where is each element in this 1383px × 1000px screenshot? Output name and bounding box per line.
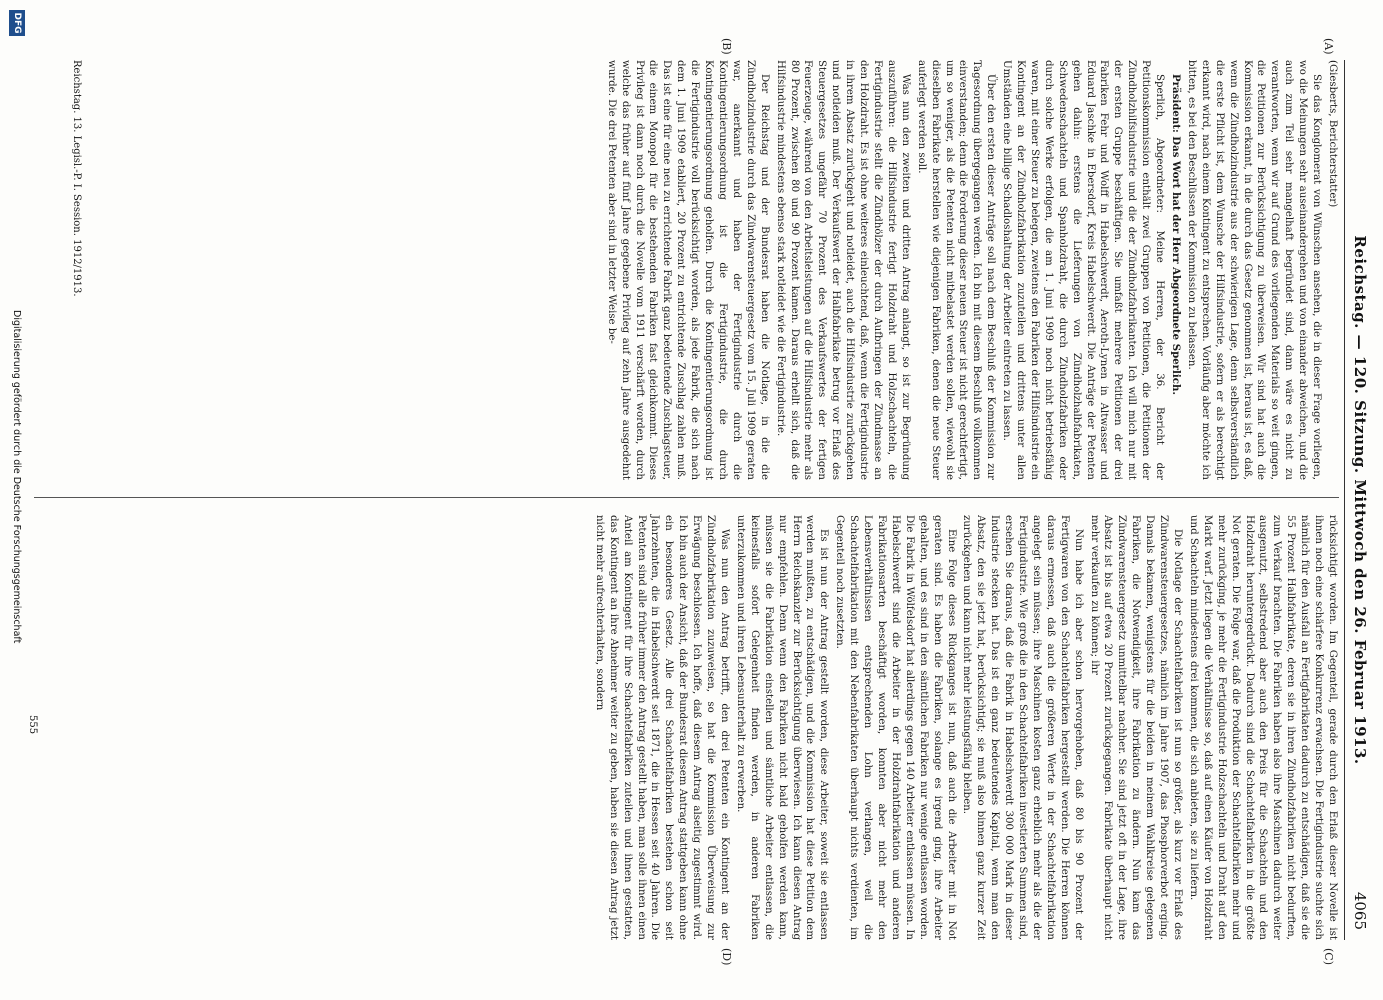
paragraph: Nun habe ich aber schon hervorgehoben, daß 80 bis 90 Prozent der Fertigwaren von den Schachtelfabriken hergestellt werden. Die Herren können daraus ermessen, daß auch die größeren Werte in der Schachtelfabrikation angelegt sein müssen; ihre Maschinen kosten ganz erheblich mehr als die der Fertigindustrie. Wie groß die in den Schachtelfabriken investierten Summen sind, ersehen Sie daraus, daß die Fabrik in Habelschwerdt 300 000 Mark in dieser Industrie stecken hat. Das ist ein ganz bedeutendes Kapital, wenn man den Absatz, den sie jetzt hat, berücksichtigt; sie muß also binnen ganz kurzer Zeit zurückgehen und kann nicht mehr leistungsfähig bleiben. [961, 515, 1084, 940]
footer-session: Reichstag. 13. Legisl.-P. I. Session. 1912/1913. [71, 60, 82, 297]
margin-marker-d: (D) [720, 948, 733, 966]
paragraph: rücksichtigt worden. Im Gegenteil, gerade durch den Erlaß dieser Novelle ist ihnen noch eine schärfere Konkurrenz erwachsen. Die Fertigindustrie suchte sich nämlich für den Ausfall an Fertigfabrikaten dadurch zu entschädigen, daß sie die 55 Prozent Halbfabrikate, deren sie in ihren Zündholzfabriken nicht bedurften, zum Verkauf brachten. Die Fabriken haben also ihre Maschinen dadurch weiter ausgenutzt, selbstredend aber auch den Preis für die Schachteln und den Holzdraht heruntergedrückt. Dadurch sind die Schachtelfabriken in die größte Not geraten. Die Folge war, daß die Produktion der Schachtelfabriken mehr und mehr zurückging, je mehr die Fertigindustrie Holzschachteln und Draht auf den Markt warf. Jetzt liegen die Verhältnisse so, daß auf einen Käufer von Holzdraht und Schachteln mindestens drei kommen, die sich anbieten, sie zu liefern. [1187, 515, 1338, 940]
right-column [590, 515, 1339, 940]
paragraph: Der Reichstag und der Bundesrat haben die Notlage, in die die Zündholzindustrie durch das Zündwarensteuergesetz vom 15. Juli 1909 geraten war, anerkannt und haben der Fertigindustrie durch die Kontingentierungsordnung ist die Fertigindustrie, die durch Kontingentierungsordnung geholfen. Durch die Kontingentierungsordnung ist die Fertigindustrie voll berücksichtigt worden, als jede Fabrik, die sich nach dem 1. Juni 1909 etabliert, 20 Prozent zu entrichtende Zuschlag zahlen muß. Das ist eine für eine neu zu errichtende Fabrik ganz bedeutende Zuschlagsteuer, die einem Monopol für die bestehenden Fabriken fast gleichkommt. Dieses Privileg ist dann noch durch die Novelle vom 1911 verschärft worden, durch welche das früher auf fünf Jahre gegebene Privileg auf zehn Jahre ausgedehnt wurde. Die drei Petenten aber sind in letzter Weise be- [605, 60, 770, 480]
column-divider [34, 497, 1339, 498]
dfg-logo: DFG [9, 10, 25, 36]
margin-marker-b: (B) [720, 38, 733, 55]
margin-marker-a: (A) [1322, 38, 1335, 55]
paragraph: Die Notlage der Schachtelfabriken ist nun so größer, als kurz vor Erlaß des Zündwarensteuergesetzes, nämlich im Jahre 1907, das Phosphorverbot erging. Damals bekamen, wenigstens für die beiden in meinem Wahlkreise gelegenen Fabriken, die Notwendigkeit, ihre Fabrikation zu ändern. Nun kam das Zündwarensteuergesetz unmittelbar nachher. Sie sind jetzt oft in der Lage, ihre Absatz ist bis auf etwa 20 Prozent zurückgegangen. Fabrikate überhaupt nicht mehr verkaufen zu können; ihr [1088, 515, 1184, 940]
header-page-number: 4065 [1351, 891, 1369, 930]
dfg-credit-text: Digitalisierung gefördert durch die Deutsche Forschungsgemeinschaft [11, 310, 22, 644]
paragraph: Es ist nun der Antrag gestellt worden, diese Arbeiter, soweit sie entlassen werden mußten, zu entschädigen, und die Kommission hat diese Petition dem Herrn Reichskanzler zur Berücksichtigung überwiesen. Ich kann diesen Antrag nur empfehlen. Denn wenn den Fabriken nicht bald geholfen werden kann, müssen sie die Fabrikation einstellen und sämtliche Arbeiter entlassen, die keinesfalls sofort Gelegenheit finden werden, in anderen Fabriken unterzukommen und ihren Lebensunterhalt zu erwerben. [734, 515, 830, 940]
paragraph: Über den ersten dieser Anträge soll nach dem Beschluß der Kommission zur Tagesordnung übergegangen werden. Ich bin mit diesem Beschluß vollkommen einverstanden; denn die Forderung dieser neuen Steuer ist nicht gerechtfertigt, um so weniger, als die Petenten nicht mitbelastet werden sollen, wiewohl sie dieselben Fabrikate herstellen wie diejenigen Fabriken, denen die neue Steuer auferlegt werden soll. [915, 60, 997, 480]
left-column [602, 60, 1339, 480]
paragraph: Eine Folge dieses Rückganges ist nun, daß auch die Arbeiter mit in Not geraten sind. Es haben die Fabriken, solange es irgend ging, ihre Arbeiter gehalten, und es sind in den sämtlichen Fabriken nur wenige entlassen worden. Die Fabrik in Wölfelsdorf hat allerdings gegen 140 Arbeiter entlassen müssen. In Habelschwerdt sind die Arbeiter in der Holzdrahtfabrikation und anderen Fabrikationsarten beschäftigt worden, konnten aber nicht mehr den Lebensverhältnissen entsprechenden Lohn verlangen, weil die Schachtelfabrikation mit den Nebenfabrikaten überhaupt nichts verdienten, im Gegenteil noch zusetzten. [834, 515, 957, 940]
header-rule [1344, 60, 1345, 940]
paragraph: Sie das Konglomerat von Wünschen ansehen, die in dieser Frage vorliegen, wo die Meinungen sehr auseinandergehen und von einander abweichen, und die auch zum Teil sehr mangelhaft begründet sind, dann wäre es nicht zu verantworten, wenn wir auf Grund des vorliegenden Materials so weit gingen, die Petitionen zur Berücksichtigung zu überweisen. Wir sind hat auch die Kommission erkannt, in die durch das Gesetz genommen ist, heraus ist, es daß, wenn die Zündholzindustrie aus der schwierigen Lage, denn selbstverständlich die erste Pflicht ist, dem Wunsche der Hilfsindustrie, sofern er als berechtigt erkannt wird, nach einem Kontingent zu entsprechen. Vorläufig aber möchte ich bitten, es bei den Beschlüssen der Kommission zu belassen. [1185, 60, 1323, 480]
footer-page-number: 555 [27, 715, 38, 735]
paragraph: Was nun den Antrag betrifft, den drei Petenten ein Kontingent an der Zündholzfabrikation zuzuweisen, so hat die Kommission Überweisung zur Erwägung beschlossen. Ich hoffe, daß diesem Antrag alseitig zugestimmt wird. Ich bin auch der Ansicht, daß der Bundesrat diesem Antrag stattgeben kann ohne ein besonderes Gesetz. Alle drei Schachtelfabriken bestehen schon seit Jahrzehnten, die in Habelschwerdt seit 1871, die in Hessen seit 40 Jahren. Die Petenten sind alle früher immer den Antrag gestellt haben, man solle ihnen einen Anteil am Kontingent für ihre Schachtelfabriken zuteilen und ihnen gestatten, das Kontingent an ihre Abnehmer weiter zu geben, haben sie diesen Antrag jetzt nicht mehr aufrechterhalten, sondern [593, 515, 731, 940]
paragraph: Sperlich, Abgeordneter: Meine Herren, der 36. Bericht der Petitionskommission enthält zwei Gruppen von Petitionen, die Petitionen der Zündholzhilfsindustrie und die der Zündholzfabrikanten. Ich will mich nur mit der ersten Gruppe beschäftigen. Sie umfaßt mehrere Petitionen der drei Fabriken Fehr und Wolff in Habelschwerdt, Aeroth-Lynen in Altwasser und Eduard Jaschke in Ebersdorf, Kreis Habelschwerdt. Die Anträge der Petenten gehen dahin: erstens die Lieferungen von Zündholzhalbfabrikaten, Schwedenschachteln und Spanholzdraht, die durch Zündholzfabriken oder durch solche Werke erfolgen, die am 1. Juni 1909 noch nicht betriebsfähig waren, mit einer Steuer zu belegen, zweitens den Fabriken der Hilfsindustrie ein Kontingent an der Zündholzfabrikation zuzuteilen und drittens unter allen Umständen eine billige Schadloshaltung der Arbeiter eintreten zu lassen. [1001, 60, 1166, 480]
paragraph: Was nun den zweiten und dritten Antrag anlangt, so ist zur Begründung auszuführen: die Hilfsindustrie fertigt Holzdraht und Holzschachteln, die Fertigindustrie stellt die Zündhölzer der durch Aufbringen der Zündmasse an den Holzdraht. Es ist ohne weiteres einleuchtend, daß, wenn die Fertigindustrie in ihrem Absatz zurückgeht und notleidet, auch die Hilfsindustrie zurückgehen und notleiden muß. Der Verkaufswert der Halbfabrikate betrug vor Erlaß des Steuergesetzes ungefähr 70 Prozent des Verkaufswertes der fertigen Feuerzeuge, während von den Arbeitsleistungen auf die Hilfsindustrie mehr als 80 Prozent, zwischen 80 und 90 Prozent kamen. Daraus erhellt sich, daß die Hilfsindustrie mindestens ebenso stark notleidet wie die Fertigindustrie. [774, 60, 911, 480]
header-title: Reichstag. — 120. Sitzung. Mittwoch den 26. Februar 1913. [1351, 235, 1369, 765]
speaker-tag: (Giesberts, Berichterstatter) [1327, 60, 1338, 208]
margin-marker-c: (C) [1322, 948, 1335, 965]
page-header [1347, 40, 1371, 960]
dfg-credit [5, 10, 25, 990]
president-line: Präsident: Das Wort hat der Herr Abgeordnete Sperlich. [1170, 74, 1183, 395]
page-footer [70, 60, 83, 480]
